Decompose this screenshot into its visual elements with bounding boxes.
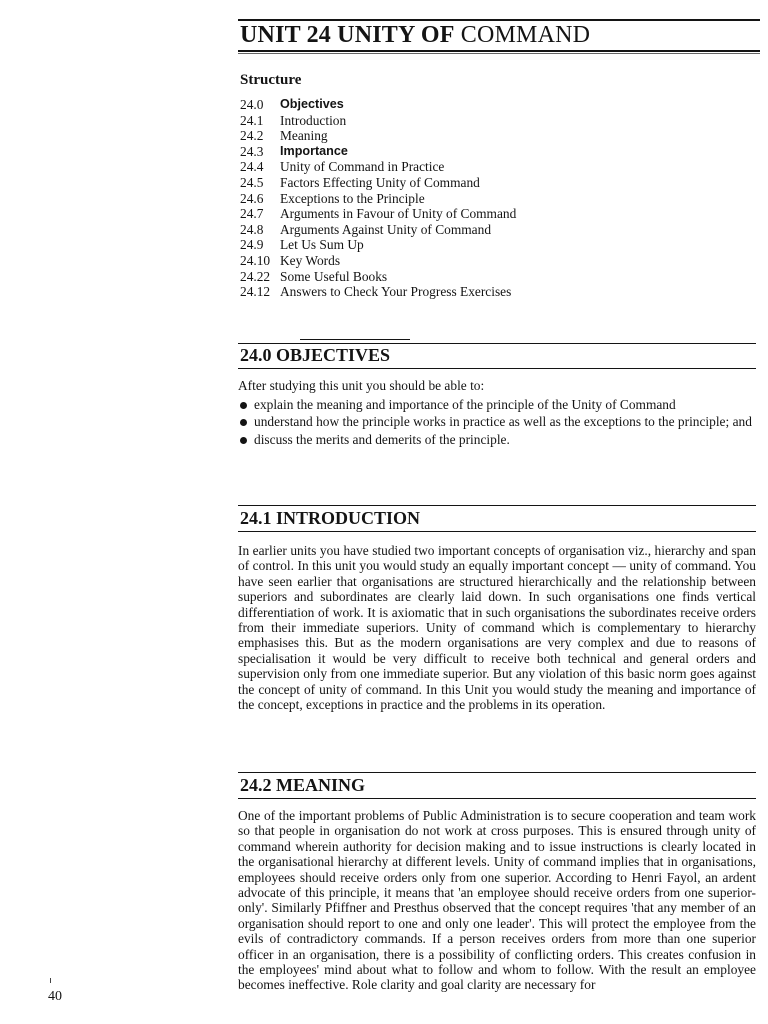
- structure-item-number: 24.5: [240, 174, 264, 190]
- structure-item: [240, 159, 516, 175]
- structure-item: [240, 253, 516, 269]
- structure-item-number: 24.9: [240, 237, 264, 253]
- objectives-intro: After studying this unit you should be able to:: [238, 378, 485, 393]
- introduction-top-rule: [238, 505, 756, 506]
- objectives-list: [238, 396, 758, 448]
- structure-item-label: Introduction: [280, 112, 347, 128]
- margin-mark: [50, 978, 51, 983]
- structure-item-number: 24.0: [240, 97, 264, 112]
- structure-item-label: Meaning: [280, 128, 328, 144]
- structure-item: [240, 144, 516, 160]
- structure-item-number: 24.12: [240, 284, 271, 300]
- structure-item: [240, 206, 516, 222]
- structure-item-label: Exceptions to the Principle: [280, 190, 425, 206]
- meaning-body: One of the important problems of Public Administration is to secure cooperation and team work so that people in organisation do not work at cross purposes. This is ensured through unity of command wherein authority for decision making and to issue instructions is clearly located in the organisational hierarchy at different levels. Unity of command implies that in organisations, employees should receive orders only from one superior. According to Henri Fayol, an ardent advocate of this principle, it means that 'an employee should receive orders from one superior-only'. Similarly Pfiffner and Presthus observed that the concept requires 'that any member of an organisation should report to one and only one leader'. This will protect the employee from the evils of contradictory commands. If a person receives orders from more than one superior officer in an organisation, there is a possibility of conflicting orders. This creates confusion in the employees' mind about what to follow and whom to follow. With the result an employee becomes ineffective. Role clarity and goal clarity are necessary for: [238, 808, 756, 993]
- structure-item-label: Unity of Command in Practice: [280, 159, 445, 175]
- meaning-heading: 24.2 MEANING: [240, 775, 365, 795]
- structure-item-number: 24.8: [240, 221, 264, 237]
- structure-item-label: Answers to Check Your Progress Exercises: [280, 284, 512, 300]
- objective-item: [238, 413, 758, 430]
- introduction-body: In earlier units you have studied two important concepts of organisation viz., hierarchy and span of control. In this unit you would study an equally important concept — unity of command. You have seen earlier that organisations are structured hierarchically and the relationship between superiors and subordinates are clearly laid down. In such organisations one finds vertical differentiation of work. It is axiomatic that in such organisations the subordinates receive orders from their immediate superiors. Unity of command which is complementary to hierarchy emphasises this. But as the modern organisations are very complex and due to reasons of specialisation it would be very difficult to receive both technical and general orders and supervision only from one immediate superior. But any violation of this basic norm goes against the concept of unity of command. In this Unit you would study the meaning and importance of the concept, exceptions in practice and the problems in its operation.: [238, 543, 756, 713]
- objective-text: understand how the principle works in practice as well as the exceptions to the principle; and: [254, 414, 752, 430]
- structure-item: [240, 284, 516, 300]
- structure-item: [240, 128, 516, 144]
- structure-item: [240, 113, 516, 129]
- objective-text: discuss the merits and demerits of the principle.: [254, 431, 510, 447]
- objective-item: [238, 431, 758, 448]
- objective-text: explain the meaning and importance of the principle of the Unity of Command: [254, 397, 676, 412]
- structure-item: [240, 237, 516, 253]
- page-number: 40: [48, 989, 62, 1004]
- structure-heading: Structure: [240, 72, 302, 88]
- structure-item-label: Arguments in Favour of Unity of Command: [280, 206, 517, 222]
- structure-item-number: 24.22: [240, 268, 271, 284]
- structure-item: [240, 97, 516, 113]
- structure-item-number: 24.4: [240, 159, 264, 175]
- title-bottom-rule-thin: [238, 53, 760, 54]
- structure-item: [240, 175, 516, 191]
- structure-item-number: 24.1: [240, 112, 264, 128]
- introduction-bottom-rule: [238, 531, 756, 532]
- structure-item-number: 24.10: [240, 252, 271, 268]
- structure-item-number: 24.2: [240, 128, 264, 144]
- bullet-icon: [240, 419, 247, 426]
- unit-title: [240, 22, 590, 49]
- objectives-top-rule-long: [238, 343, 756, 344]
- introduction-heading: 24.1 INTRODUCTION: [240, 508, 421, 528]
- unit-title-bold: UNIT 24 UNITY OF: [240, 22, 455, 48]
- structure-item-number: 24.3: [240, 143, 264, 159]
- bullet-icon: [240, 402, 247, 409]
- structure-item-label: Key Words: [280, 252, 341, 268]
- objective-item: [238, 396, 758, 413]
- structure-item-label: Factors Effecting Unity of Command: [280, 174, 480, 190]
- structure-item: [240, 191, 516, 207]
- structure-item-number: 24.7: [240, 206, 264, 222]
- structure-item-label: Objectives: [280, 97, 344, 111]
- structure-item-number: 24.6: [240, 190, 264, 206]
- title-bottom-rule: [238, 50, 760, 52]
- structure-item-label: Arguments Against Unity of Command: [280, 221, 492, 237]
- meaning-bottom-rule: [238, 798, 756, 799]
- structure-item-label: Some Useful Books: [280, 268, 388, 284]
- structure-list: [240, 97, 516, 300]
- meaning-top-rule: [238, 772, 756, 773]
- objectives-heading: 24.0 OBJECTIVES: [240, 345, 391, 365]
- objectives-top-rule: [300, 339, 410, 340]
- title-top-rule: [238, 19, 760, 21]
- structure-item: [240, 222, 516, 238]
- objectives-bottom-rule: [238, 368, 756, 369]
- unit-title-plain: COMMAND: [454, 22, 591, 48]
- structure-item: [240, 269, 516, 285]
- bullet-icon: [240, 437, 247, 444]
- structure-item-label: Importance: [280, 143, 348, 158]
- structure-item-label: Let Us Sum Up: [280, 237, 364, 253]
